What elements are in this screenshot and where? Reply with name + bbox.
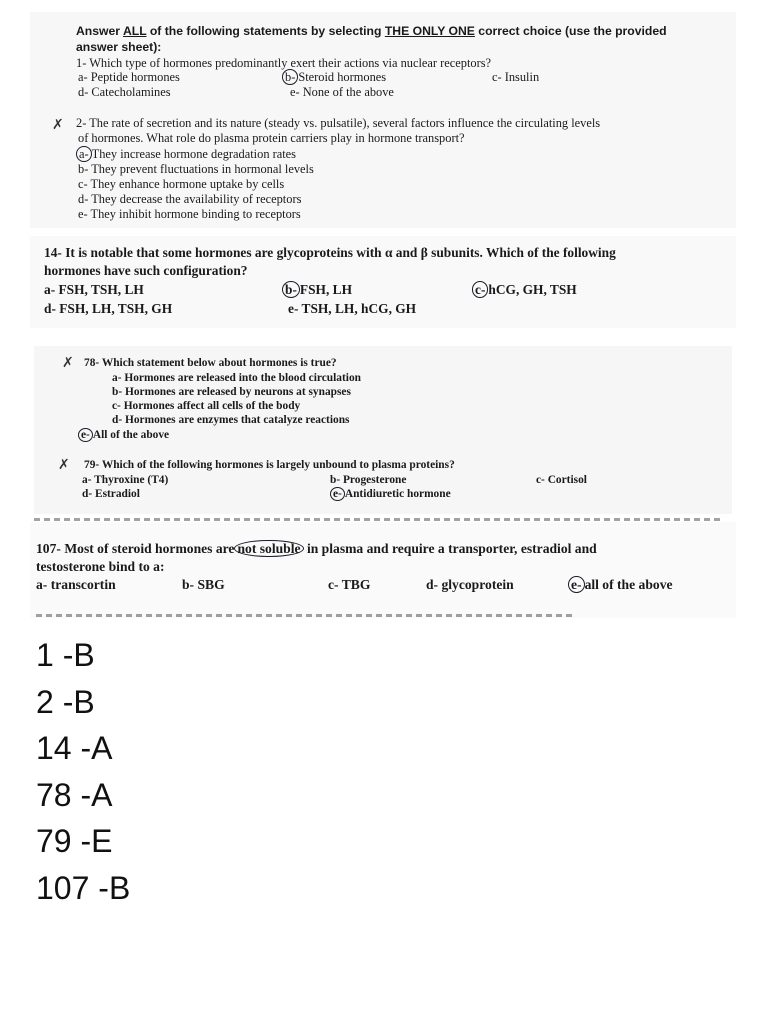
q78-option-d: d- Hormones are enzymes that catalyze reactions — [112, 414, 350, 426]
q2-option-e: e- They inhibit hormone binding to receptors — [78, 207, 301, 221]
q2-stem-line-1: 2- The rate of secretion and its nature (steady vs. pulsatile), several factors influence the circulating levels — [76, 116, 601, 130]
q107-option-a: a- transcortin — [36, 577, 116, 592]
q78-option-b: b- Hormones are released by neurons at synapses — [112, 386, 351, 398]
q107-option-d: d- glycoprotein — [426, 577, 514, 592]
cross-mark-icon: ✗ — [62, 354, 74, 370]
q1-option-e: e- None of the above — [290, 85, 394, 99]
q78-stem: 78- Which statement below about hormones is true? — [84, 357, 337, 369]
cross-mark-icon: ✗ — [58, 456, 70, 472]
scan-question-107 — [30, 522, 736, 618]
q79-option-e: e- Antidiuretic hormone — [330, 487, 451, 501]
q1-option-b: b- Steroid hormones — [282, 70, 386, 84]
q107-option-e: e- all of the above — [568, 578, 673, 592]
q1-option-c: c- Insulin — [492, 70, 540, 84]
cross-mark-icon: ✗ — [52, 116, 64, 132]
answer-q14: 14 -A — [36, 730, 113, 766]
scan-question-78-79 — [34, 346, 732, 514]
q78-choice-circle: e- — [78, 428, 93, 442]
scan-question-1-2 — [30, 12, 736, 228]
q79-option-b: b- Progesterone — [330, 474, 407, 486]
q107-stem-line-2: testosterone bind to a: — [36, 559, 165, 574]
q14-option-d: d- FSH, LH, TSH, GH — [44, 301, 173, 316]
q78-option-a: a- Hormones are released into the blood circulation — [112, 372, 361, 384]
q79-option-d: d- Estradiol — [82, 488, 140, 500]
q107-option-c: c- TBG — [328, 577, 371, 592]
q79-choice-circle: e- — [330, 487, 345, 501]
q2-option-d: d- They decrease the availability of receptors — [78, 192, 302, 206]
q1-choice-circle: b- — [282, 69, 298, 85]
answer-q1: 1 -B — [36, 637, 95, 673]
answer-q2: 2 -B — [36, 683, 95, 720]
q14-choice-circle-b: b- — [282, 281, 300, 298]
q107-choice-circle: e- — [568, 576, 585, 593]
q14-stem-line-1: 14- It is notable that some hormones are glycoproteins with α and β subunits. Which of the following — [44, 245, 616, 260]
q107-option-b: b- SBG — [182, 577, 225, 592]
q79-stem: 79- Which of the following hormones is largely unbound to plasma proteins? — [84, 459, 455, 471]
q78-option-e: e- All of the above — [78, 428, 169, 442]
answer-q107: 107 -B — [36, 869, 131, 906]
q14-option-b: b- FSH, LH — [282, 283, 352, 297]
q14-option-c: c- hCG, GH, TSH — [472, 283, 577, 297]
q1-stem: 1- Which type of hormones predominantly exert their actions via nuclear receptors? — [76, 56, 492, 70]
answer-key — [36, 632, 130, 911]
q2-option-a: a- They increase hormone degradation rates — [76, 147, 296, 161]
q1-option-a: a- Peptide hormones — [78, 70, 180, 84]
q79-option-a: a- Thyroxine (T4) — [82, 474, 169, 486]
cropped-text-fragment — [36, 614, 576, 617]
q2-option-c: c- They enhance hormone uptake by cells — [78, 177, 285, 191]
instructions-line-2: answer sheet): — [76, 40, 162, 54]
q78-option-c: c- Hormones affect all cells of the body — [112, 400, 301, 412]
scan-question-14 — [30, 236, 736, 328]
q14-option-e: e- TSH, LH, hCG, GH — [288, 301, 417, 316]
answer-q78: 78 -A — [36, 776, 113, 813]
q14-option-a: a- FSH, TSH, LH — [44, 282, 144, 297]
q2-choice-circle: a- — [76, 146, 92, 162]
instructions-line-1: Answer ALL of the following statements by selecting THE ONLY ONE correct choice (use the provided — [76, 24, 667, 38]
q2-stem-line-2: of hormones. What role do plasma protein carriers play in hormone transport? — [78, 131, 465, 145]
q107-stem-circle: not soluble — [234, 540, 303, 557]
q14-choice-circle-c: c- — [472, 281, 488, 298]
q2-option-b: b- They prevent fluctuations in hormonal levels — [78, 162, 314, 176]
q79-option-c: c- Cortisol — [536, 474, 587, 486]
answer-q79: 79 -E — [36, 823, 113, 859]
q1-option-d: d- Catecholamines — [78, 85, 171, 99]
q14-stem-line-2: hormones have such configuration? — [44, 263, 248, 278]
q107-stem-line-1: 107- Most of steroid hormones are not soluble in plasma and require a transporter, estradiol and — [36, 541, 597, 556]
cropped-text-fragment — [34, 518, 724, 521]
